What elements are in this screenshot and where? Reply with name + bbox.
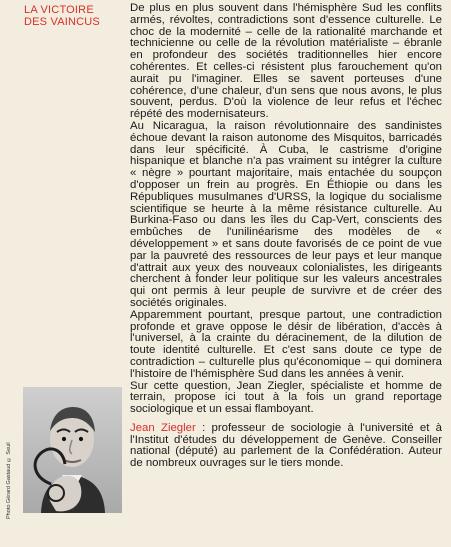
- portrait-illustration: [23, 387, 122, 513]
- author-bio: [130, 423, 442, 470]
- portrait-left-eye: [62, 437, 66, 441]
- book-title: [24, 4, 124, 28]
- author-portrait: [23, 387, 122, 513]
- author-name: Jean Ziegler: [130, 421, 196, 434]
- paragraph-3: Apparemment pourtant, presque partout, une contradiction profonde et grave oppose le désir de libération, d'accès à l'universel, à la crainte du déracinement, de la dilution de toute identité culturelle. Et c'est sans doute ce type de contradiction – culturelle plus qu'économique – qui dominera l'histoire de l'hémisphère Sud dans les années à venir.: [130, 308, 442, 380]
- book-title-line-2: DES VAINCUS: [24, 16, 100, 28]
- paragraph-4: Sur cette question, Jean Ziegler, spécialiste et homme de terrain, propose ici tout à la fois un grand reportage sociologique et un essai flamboyant.: [130, 379, 442, 416]
- author-description: : professeur de sociologie à l'université et à l'Institut d'études du développement de Genève. Conseiller national (député) au parlement de la Confédération. Auteur de nombreux ouvrages sur le tiers monde.: [130, 421, 443, 470]
- paragraph-1: De plus en plus souvent dans l'hémisphère Sud les conflits armés, révoltes, contradictions sont d'essence culturelle. Le choc de la modernité – celle de la rationalité marchande et technicienne ou celle de la révolution matérialiste – ébranle en profondeur des sociétés traditionnelles hier encore cohérentes. Et celles-ci résistent plus farouchement qu'on aurait pu l'imaginer. Elles se savent porteuses d'une cohérence, d'une chaleur, d'un sens que nous avons, le plus souvent, perdus. D'où la violence de leur refus et l'échec répété des modernisateurs.: [130, 2, 442, 121]
- author-photo: [23, 387, 122, 513]
- paragraph-2: Au Nicaragua, la raison révolutionnaire des sandinistes échoue devant la raison autonome des Misquitos, barricadés dans leur spécificité. À Cuba, le castrisme d'origine hispanique et blanche n'a pas vraiment su intégrer la culture « nègre » pourtant majoritaire, mais entachée du soupçon d'opposer un frein au progrès. En Éthiopie ou dans les Républiques musulmanes d'URSS, la logique du socialisme scientifique se heurte à la même résistance culturelle. Au Burkina-Faso ou dans les îles du Cap-Vert, conscients des embûches de l'unilinéarisme des modèles de « développement » et sans doute favorisés de ce point de vue par la pauvreté des ressources de leur pays et leur manque d'attrait aux yeux des nouveaux colonialistes, les dirigeants cherchent à fonder leur politique sur les valeurs ancestrales qui ont permis à leur peuple de survivre et de créer des sociétés originales.: [130, 119, 442, 309]
- book-title-line-1: LA VICTOIRE: [24, 4, 94, 16]
- portrait-right-eye: [79, 437, 83, 441]
- photo-credit: Photo Gérard Gastaud © Seuil: [6, 442, 12, 519]
- back-cover-text: [130, 3, 442, 470]
